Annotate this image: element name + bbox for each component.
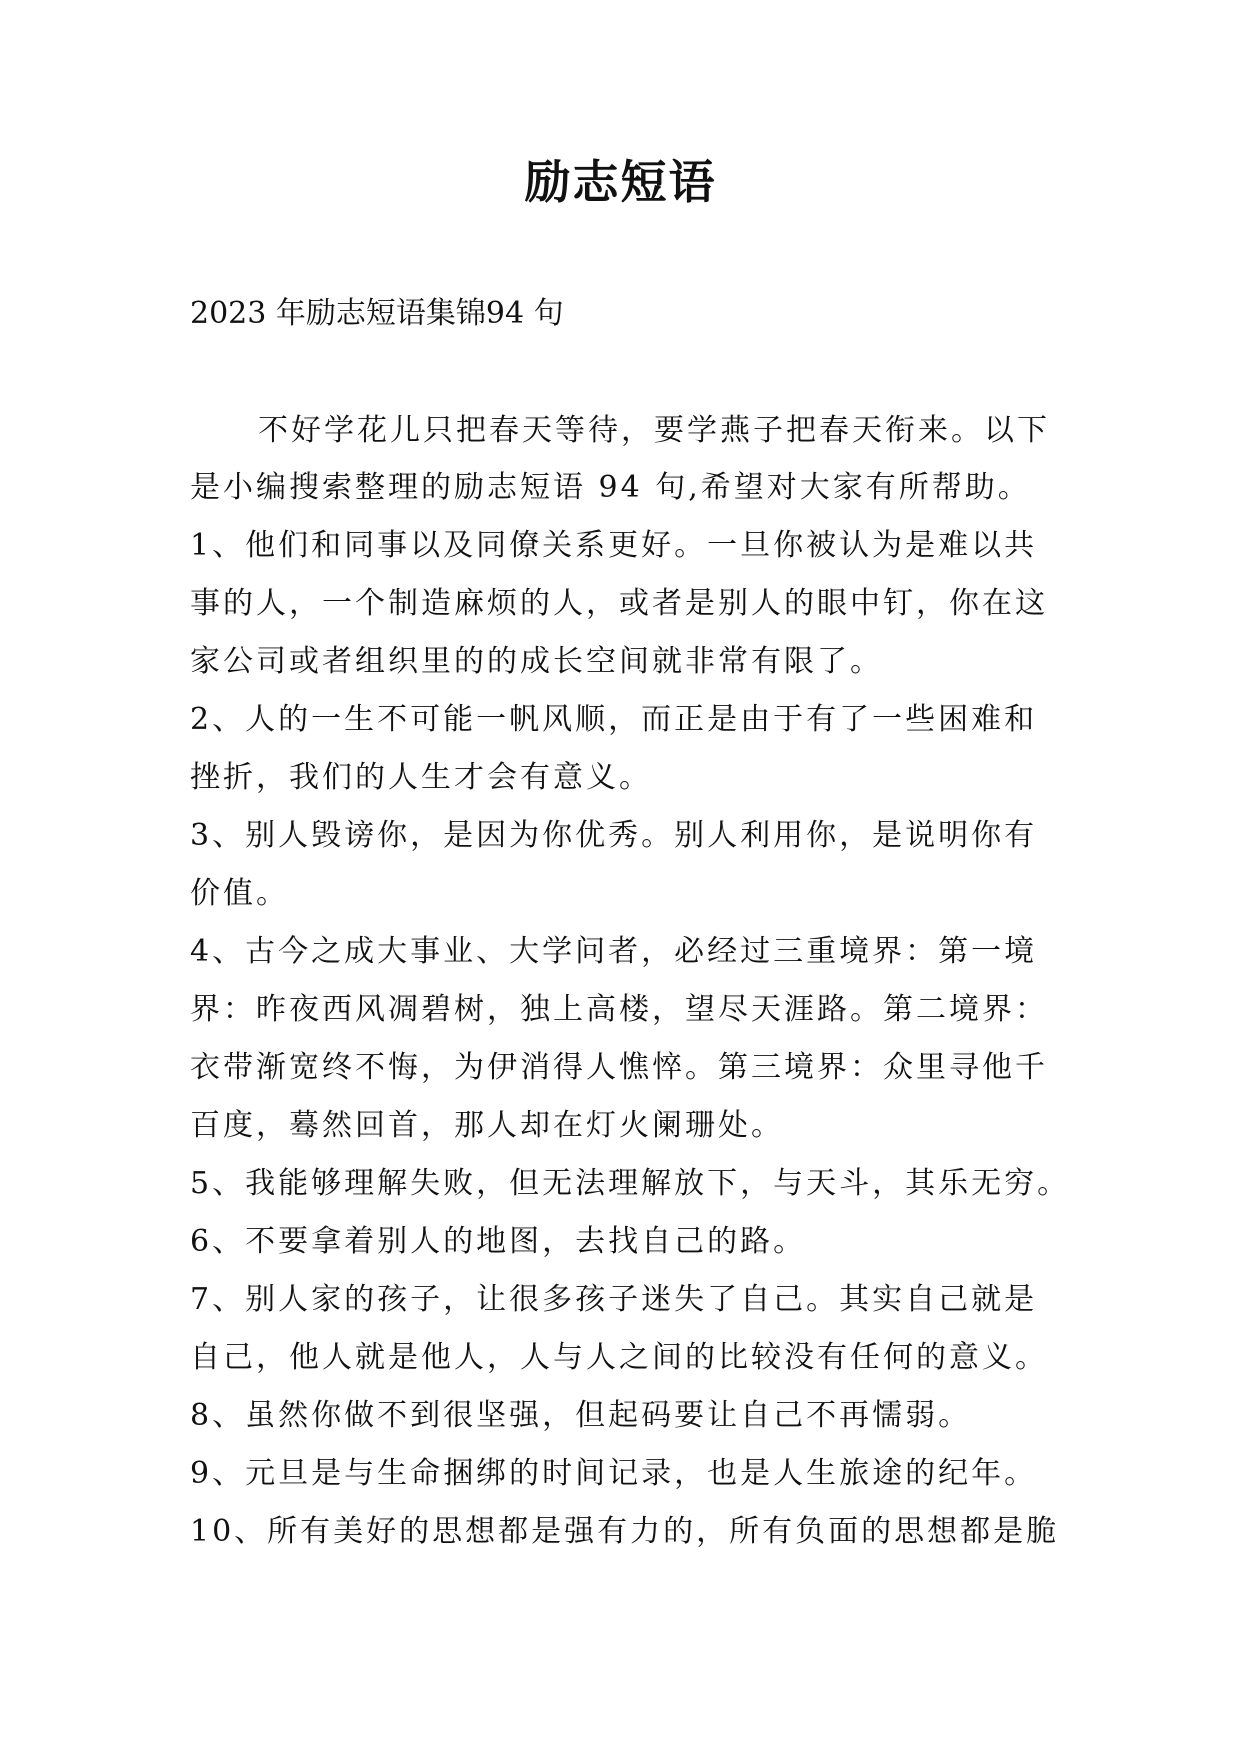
body-line: 4、古今之成大事业、大学问者，必经过三重境界：第一境	[190, 934, 1038, 969]
body-line: 不好学花儿只把春天等待，要学燕子把春天衔来。以下	[258, 413, 1050, 448]
body-line: 自己，他人就是他人，人与人之间的比较没有任何的意义。	[190, 1340, 1048, 1375]
body-line: 是小编搜索整理的励志短语 94 句,希望对大家有所帮助。	[190, 470, 1031, 505]
body-line: 9、元旦是与生命捆绑的时间记录，也是人生旅途的纪年。	[190, 1456, 1038, 1491]
body-line: 百度，蓦然回首，那人却在灯火阑珊处。	[190, 1108, 784, 1143]
body-line: 10、所有美好的思想都是强有力的，所有负面的思想都是脆	[190, 1514, 1060, 1549]
document-title: 励志短语	[524, 155, 717, 209]
body-line: 6、不要拿着别人的地图，去找自己的路。	[190, 1224, 807, 1259]
body-line: 界：昨夜西风凋碧树，独上高楼，望尽天涯路。第二境界：	[190, 992, 1048, 1027]
body-line: 衣带渐宽终不悔，为伊消得人憔悴。第三境界：众里寻他千	[190, 1050, 1048, 1085]
document-subtitle: 2023 年励志短语集锦94 句	[190, 296, 564, 331]
body-line: 3、别人毁谤你，是因为你优秀。别人利用你，是说明你有	[190, 818, 1038, 853]
body-line: 5、我能够理解失败，但无法理解放下，与天斗，其乐无穷。	[190, 1166, 1071, 1201]
body-line: 1、他们和同事以及同僚关系更好。一旦你被认为是难以共	[190, 528, 1038, 563]
body-line: 2、人的一生不可能一帆风顺，而正是由于有了一些困难和	[190, 702, 1038, 737]
body-line: 7、别人家的孩子，让很多孩子迷失了自己。其实自己就是	[190, 1282, 1038, 1317]
body-line: 家公司或者组织里的的成长空间就非常有限了。	[190, 644, 883, 679]
body-line: 事的人，一个制造麻烦的人，或者是别人的眼中钉，你在这	[190, 586, 1048, 621]
body-line: 挫折，我们的人生才会有意义。	[190, 760, 652, 795]
body-line: 价值。	[190, 876, 289, 911]
body-line: 8、虽然你做不到很坚强，但起码要让自己不再懦弱。	[190, 1398, 972, 1433]
